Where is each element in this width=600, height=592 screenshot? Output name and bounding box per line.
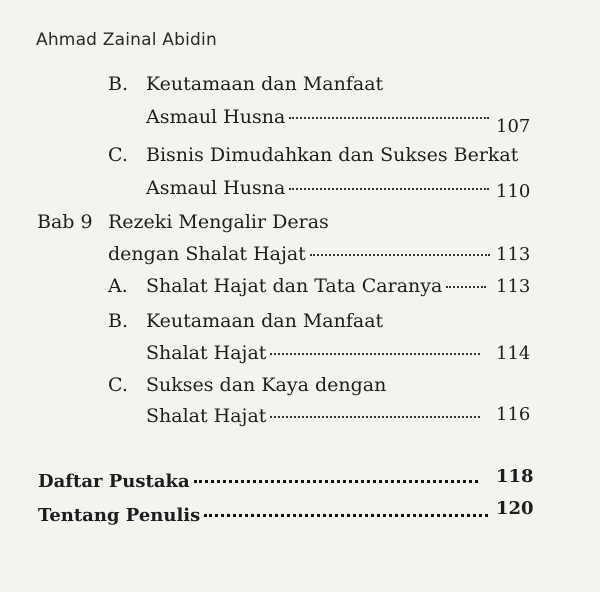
toc-entry-leader-line [146, 274, 490, 298]
toc-page-number: 110 [496, 181, 531, 202]
toc-letter-b: B. [108, 73, 129, 95]
toc-entry-leader-line [146, 176, 493, 200]
toc-page-number: 118 [496, 466, 534, 487]
dot-leader [446, 286, 486, 288]
toc-entry-title-cont: Shalat Hajat [146, 342, 267, 364]
toc-page-number: 120 [496, 498, 534, 519]
dot-leader [270, 353, 480, 355]
toc-page-number: 107 [496, 116, 531, 137]
toc-entry-leader-line [38, 470, 482, 494]
toc-letter-c: C. [108, 374, 128, 396]
toc-letter-b: B. [108, 310, 129, 332]
toc-bibliography-title: Daftar Pustaka [38, 471, 190, 492]
toc-entry-title-cont: Shalat Hajat [146, 405, 267, 427]
toc-letter-c: C. [108, 144, 128, 166]
dot-leader [204, 514, 488, 517]
toc-page-number: 116 [496, 404, 531, 425]
running-header-author: Ahmad Zainal Abidin [36, 30, 217, 50]
toc-entry-title: Bisnis Dimudahkan dan Sukses Berkat [146, 144, 519, 166]
toc-entry-title: Keutamaan dan Manfaat [146, 310, 384, 332]
dot-leader [310, 254, 490, 256]
toc-chapter-title-cont: dengan Shalat Hajat [108, 243, 306, 265]
toc-letter-a: A. [108, 275, 128, 297]
toc-chapter-title: Rezeki Mengalir Deras [108, 211, 329, 233]
toc-entry-title: Shalat Hajat dan Tata Caranya [146, 275, 443, 297]
toc-entry-title: Keutamaan dan Manfaat [146, 73, 384, 95]
toc-chapter-label: Bab 9 [37, 211, 93, 233]
toc-entry-title-cont: Asmaul Husna [146, 177, 286, 199]
toc-page-number: 113 [496, 244, 531, 265]
toc-entry-leader-line [146, 341, 484, 365]
toc-about-author-title: Tentang Penulis [38, 505, 201, 526]
dot-leader [289, 117, 489, 119]
toc-page-number: 113 [496, 276, 531, 297]
toc-entry-leader-line [146, 105, 493, 129]
dot-leader [289, 188, 489, 190]
toc-entry-leader-line [108, 242, 494, 266]
toc-entry-title-cont: Asmaul Husna [146, 106, 286, 128]
toc-entry-leader-line [38, 504, 492, 528]
toc-entry-leader-line [146, 404, 484, 428]
dot-leader [270, 416, 480, 418]
toc-page-number: 114 [496, 343, 531, 364]
dot-leader [194, 480, 478, 483]
toc-entry-title: Sukses dan Kaya dengan [146, 374, 387, 396]
